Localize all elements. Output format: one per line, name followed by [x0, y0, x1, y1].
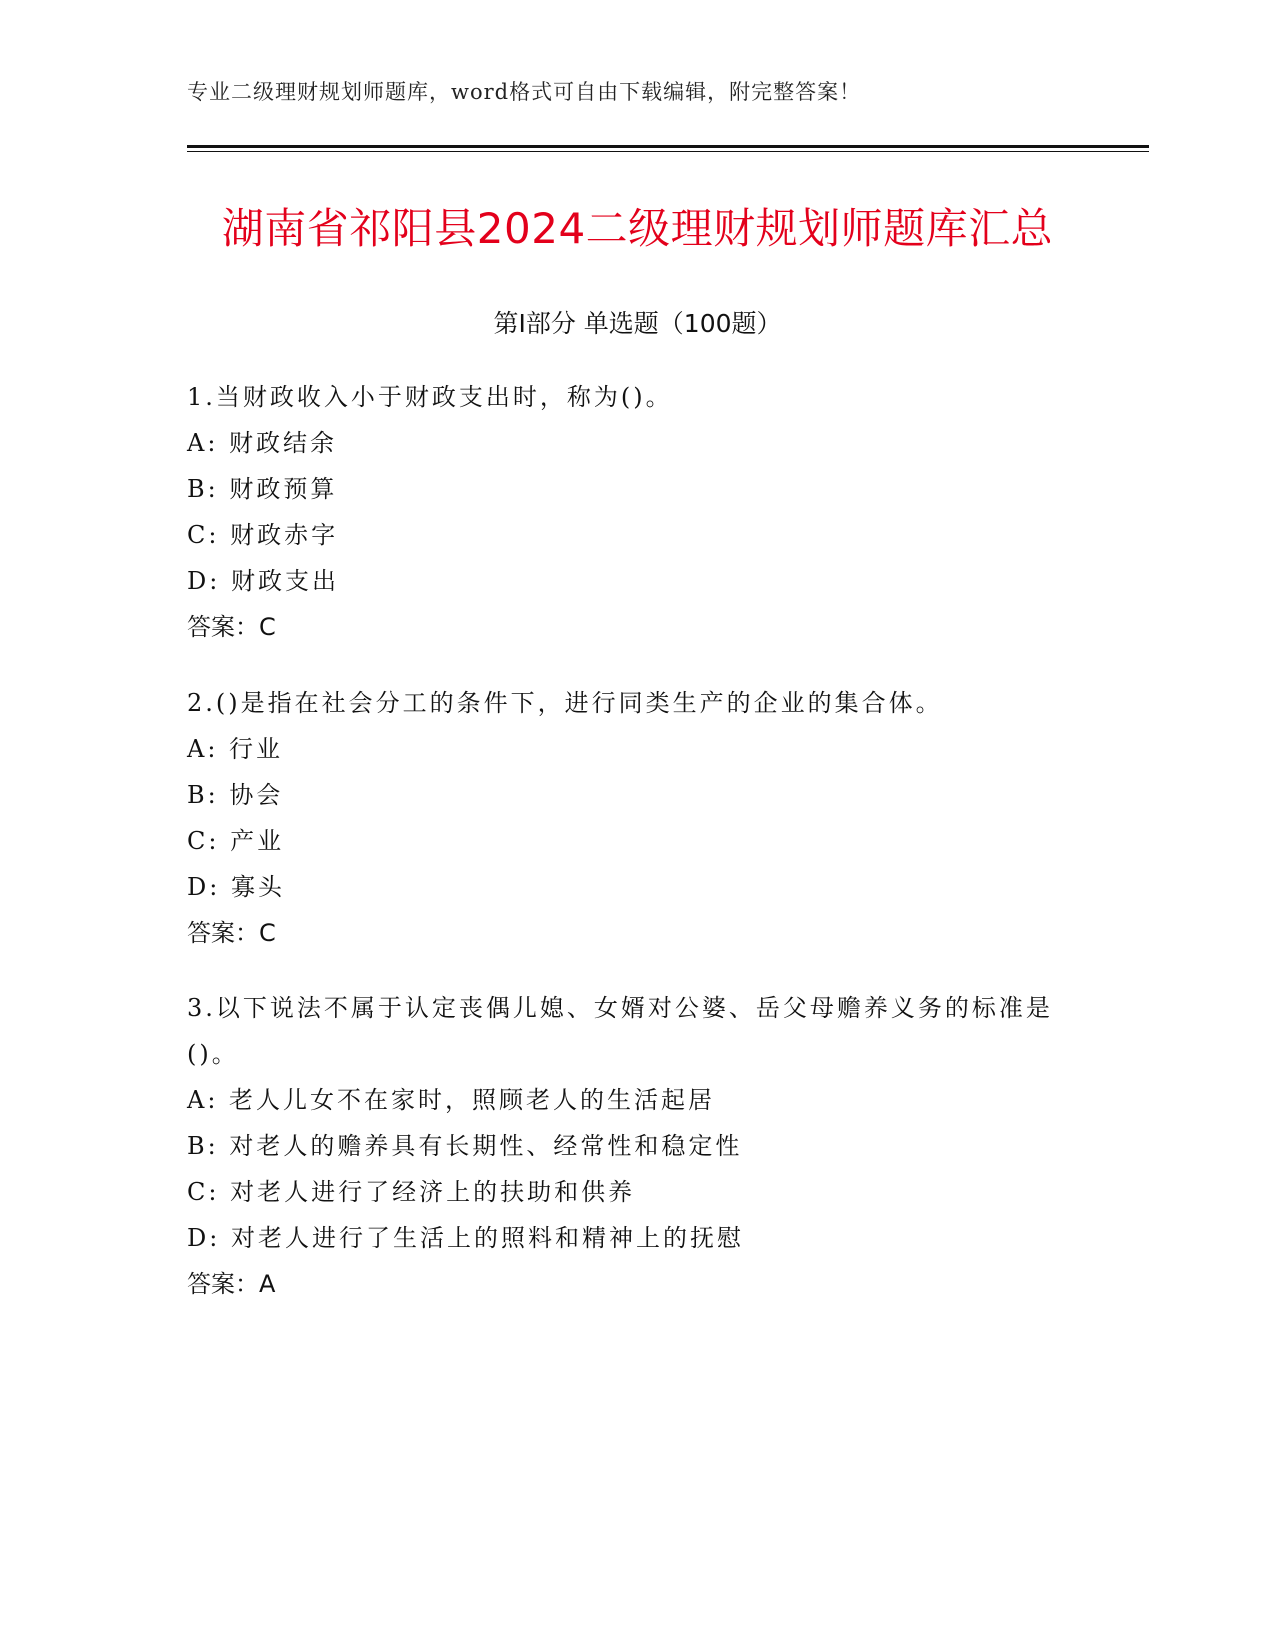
option-c: C: 对老人进行了经济上的扶助和供养 — [187, 1178, 636, 1206]
option-a: A: 财政结余 — [187, 429, 338, 457]
question-stem: 1.当财政收入小于财政支出时，称为()。 — [187, 383, 673, 411]
question-stem: 3.以下说法不属于认定丧偶儿媳、女婿对公婆、岳父母赡养义务的标准是()。 — [187, 994, 1053, 1068]
option-c: C: 财政赤字 — [187, 521, 339, 549]
question-3 — [187, 985, 1067, 1307]
option-d: D: 对老人进行了生活上的照料和精神上的抚慰 — [187, 1224, 744, 1252]
section-title: 第Ⅰ部分 单选题（100题） — [493, 309, 782, 338]
option-d: D: 寡头 — [187, 873, 285, 901]
answer: 答案：C — [187, 919, 276, 947]
document-title: 湖南省祁阳县2024二级理财规划师题库汇总 — [221, 204, 1054, 253]
header-rule-thin — [187, 151, 1149, 152]
question-stem: 2.()是指在社会分工的条件下，进行同类生产的企业的集合体。 — [187, 689, 943, 717]
answer: 答案：A — [187, 1270, 276, 1298]
option-b: B: 协会 — [187, 781, 284, 809]
option-b: B: 财政预算 — [187, 475, 338, 503]
question-2 — [187, 680, 1067, 956]
option-d: D: 财政支出 — [187, 567, 339, 595]
option-a: A: 老人儿女不在家时，照顾老人的生活起居 — [187, 1086, 716, 1114]
answer: 答案：C — [187, 613, 276, 641]
option-a: A: 行业 — [187, 735, 284, 763]
header-rule-thick — [187, 145, 1149, 148]
option-b: B: 对老人的赡养具有长期性、经常性和稳定性 — [187, 1132, 743, 1160]
option-c: C: 产业 — [187, 827, 285, 855]
header-note: 专业二级理财规划师题库，word格式可自由下载编辑，附完整答案！ — [187, 80, 862, 104]
question-1 — [187, 374, 1067, 650]
